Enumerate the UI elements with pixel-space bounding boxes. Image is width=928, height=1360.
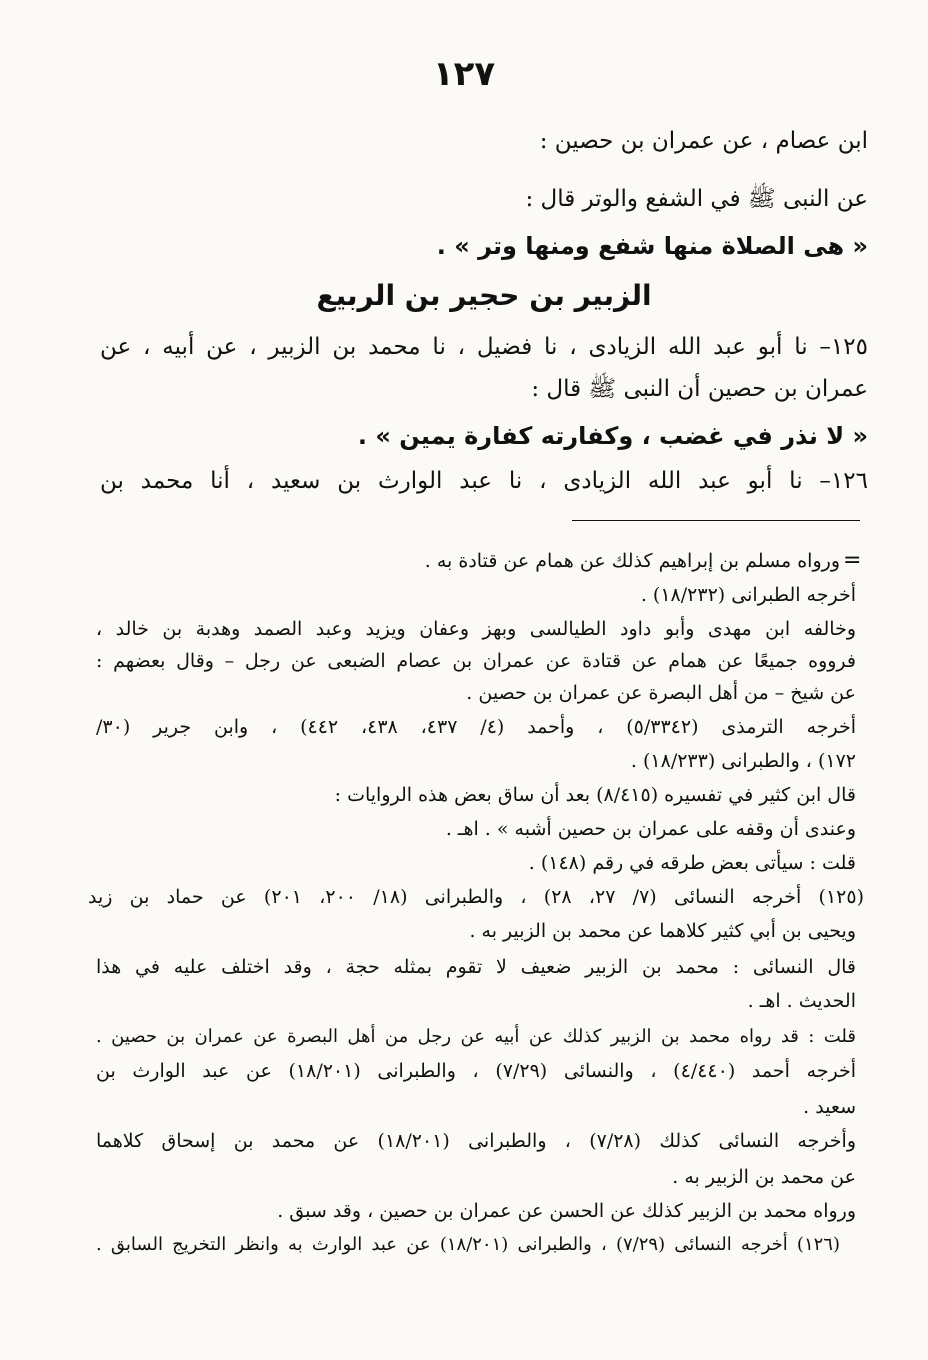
section-heading: الزبير بن حجير بن الربيع: [316, 279, 652, 312]
text-line: عمران بن حصين أن النبى ﷺ قال :: [531, 376, 868, 402]
footnote-line: ورواه مسلم بن إبراهيم كذلك عن همام عن قتادة به .: [424, 550, 840, 572]
hadith-125-chain: ١٢٥– نا أبو عبد الله الزيادى ، نا فضيل ، نا محمد بن الزبير ، عن أبيه ، عن: [100, 334, 868, 360]
hadith-text: « لا نذر في غضب ، وكفارته كفارة يمين » .: [357, 422, 868, 450]
footnote-line: قال النسائى : محمد بن الزبير ضعيف لا تقوم بمثله حجة ، وقد اختلف عليه في هذا: [96, 956, 856, 978]
footnote-line: فرووه جميعًا عن همام عن قتادة عن عمران بن عصام الضبعى عن رجل – وقال بعضهم :: [96, 650, 856, 672]
text-line: ابن عصام ، عن عمران بن حصين :: [539, 128, 868, 154]
footnote-line: ورواه محمد بن الزبير كذلك عن الحسن عن عمران بن حصين ، وقد سبق .: [277, 1200, 856, 1222]
footnote-line: قلت : قد رواه محمد بن الزبير كذلك عن أبيه عن رجل من أهل البصرة عن عمران بن حصين .: [96, 1026, 856, 1047]
footnote-line: سعيد .: [803, 1096, 856, 1118]
page-number: ١٢٧: [432, 54, 496, 94]
footnote-line: أخرجه الترمذى (٥/٣٣٤٢) ، وأحمد (٤/ ٤٣٧، ٤٣٨، ٤٤٢) ، وابن جرير (٣٠/: [96, 716, 857, 738]
footnote-125: (١٢٥) أخرجه النسائى (٧/ ٢٧، ٢٨) ، والطبرانى (١٨/ ٢٠٠، ٢٠١) عن حماد بن زيد: [88, 886, 864, 908]
footnote-line: عن شيخ – من أهل البصرة عن عمران بن حصين .: [466, 682, 856, 704]
footnote-line: عن محمد بن الزبير به .: [672, 1166, 856, 1188]
hadith-126-chain: ١٢٦– نا أبو عبد الله الزيادى ، نا عبد الوارث بن سعيد ، أنا محمد بن: [100, 468, 868, 494]
footnote-line: ١٧٢) ، والطبرانى (١٨/٢٣٣) .: [630, 750, 856, 772]
footnote-divider: [572, 520, 860, 521]
footnote-line: وخالفه ابن مهدى وأبو داود الطيالسى وبهز وعفان ويزيد وعبد الصمد وهدبة بن خالد ،: [96, 618, 856, 640]
hadith-text: « هى الصلاة منها شفع ومنها وتر » .: [436, 232, 868, 260]
footnote-line: وعندى أن وقفه على عمران بن حصين أشبه » . اهـ .: [445, 818, 856, 840]
footnote-line: قال ابن كثير في تفسيره (٨/٤١٥) بعد أن ساق بعض هذه الروايات :: [334, 784, 856, 806]
footnote-line: أخرجه أحمد (٤/٤٤٠) ، والنسائى (٧/٢٩) ، والطبرانى (١٨/٢٠١) عن عبد الوارث بن: [96, 1060, 857, 1082]
footnote-line: الحديث . اهـ .: [747, 990, 856, 1012]
footnote-line: أخرجه الطبرانى (١٨/٢٣٢) .: [640, 584, 856, 606]
footnote-line: وأخرجه النسائى كذلك (٧/٢٨) ، والطبرانى (١٨/٢٠١) عن محمد بن إسحاق كلاهما: [96, 1130, 857, 1152]
text-line: عن النبى ﷺ في الشفع والوتر قال :: [525, 186, 868, 212]
footnote-line: ويحيى بن أبي كثير كلاهما عن محمد بن الزبير به .: [469, 920, 856, 942]
continuation-mark: =: [843, 548, 862, 573]
footnote-126: (١٢٦) أخرجه النسائى (٧/٢٩) ، والطبرانى (١٨/٢٠١) عن عبد الوارث به وانظر التخريج السابق .: [96, 1234, 840, 1255]
footnote-line: قلت : سيأتى بعض طرقه في رقم (١٤٨) .: [528, 852, 856, 874]
